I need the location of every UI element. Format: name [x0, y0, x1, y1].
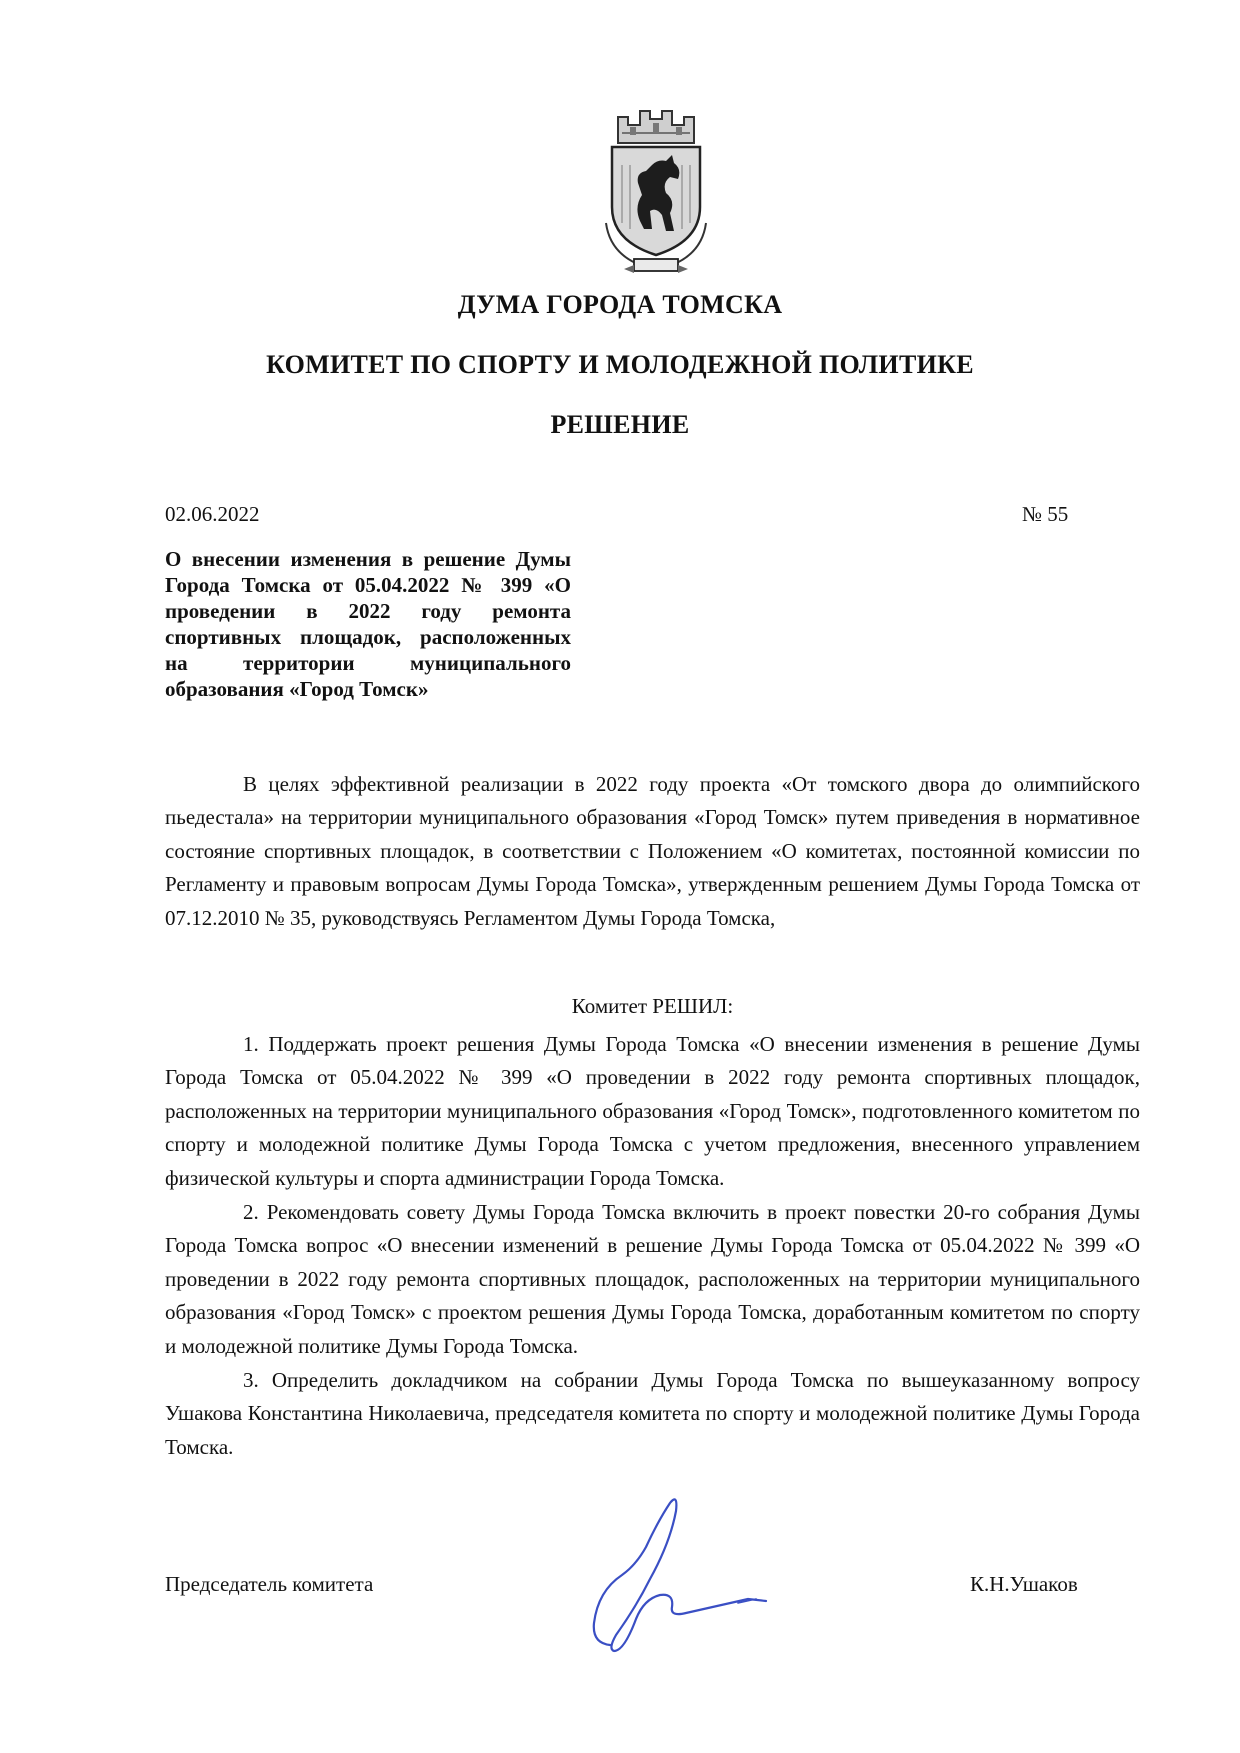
resolution-item: 1. Поддержать проект решения Думы Города Томска «О внесении изменения в решение Думы Города Томска от 05.04.2022 № 399 «О проведении в 2022 году ремонта спортивных площадок, расположенных на территории муниципального образования «Город Томск», подготовленного комитетом по спорту и молодежной политике Думы Города Томска с учетом предложения, внесенного управлением физической культуры и спорта администрации Города Томска. [165, 1032, 1140, 1190]
committee-title: КОМИТЕТ ПО СПОРТУ И МОЛОДЕЖНОЙ ПОЛИТИКЕ [266, 350, 974, 379]
signatory-name: К.Н.Ушаков [970, 1572, 1078, 1596]
preamble-paragraph: В целях эффективной реализации в 2022 году проекта «От томского двора до олимпийского пьедестала» на территории муниципального образования «Город Томск» путем приведения в нормативное состояние спортивных площадок, в соответствии с Положением «О комитетах, постоянной комиссии по Регламенту и правовым вопросам Думы Города Томска», утвержденным решением Думы Города Томска от 07.12.2010 № 35, руководствуясь Регламентом Думы Города Томска, [165, 772, 1140, 930]
organization-title: ДУМА ГОРОДА ТОМСКА [457, 290, 783, 319]
resolution-items [165, 1028, 1140, 1464]
document-subject: О внесении изменения в решение Думы Города Томска от 05.04.2022 № 399 «О проведении в 2022 году ремонта спортивных площадок, расположенных на территории муниципального образования «Город Томск» [165, 547, 571, 701]
document-type-title: РЕШЕНИЕ [550, 410, 690, 439]
preamble-section [165, 768, 1140, 935]
document-number: № 55 [1022, 502, 1069, 526]
resolution-item: 3. Определить докладчиком на собрании Думы Города Томска по вышеуказанному вопросу Ушакова Константина Николаевича, председателя комитета по спорту и молодежной политике Думы Города Томска. [165, 1368, 1140, 1459]
city-coat-of-arms-icon [600, 103, 712, 277]
resolution-item: 2. Рекомендовать совету Думы Города Томска включить в проект повестки 20-го собрания Думы Города Томска вопрос «О внесении изменений в решение Думы Города Томска от 05.04.2022 № 399 «О проведении в 2022 году ремонта спортивных площадок, расположенных на территории муниципального образования «Город Томск» с проектом решения Думы Города Томска, доработанным комитетом по спорту и молодежной политике Думы Города Томска. [165, 1200, 1140, 1358]
resolution-heading: Комитет РЕШИЛ: [571, 994, 734, 1018]
signatory-position: Председатель комитета [165, 1572, 374, 1596]
resolution-heading-section [165, 990, 1140, 1023]
document-date: 02.06.2022 [165, 502, 260, 526]
handwritten-signature [588, 1495, 768, 1660]
